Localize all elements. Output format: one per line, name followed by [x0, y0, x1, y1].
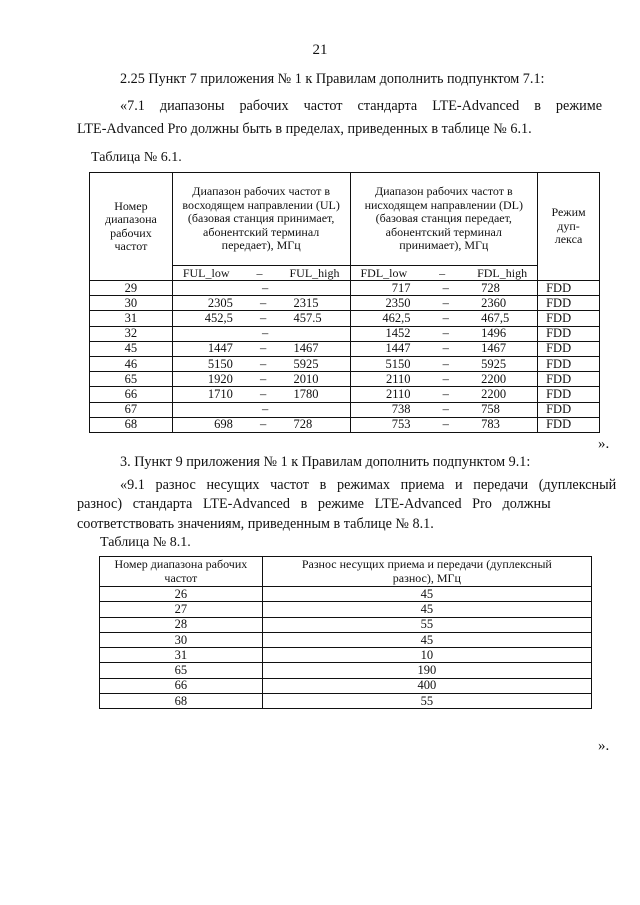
table-row	[100, 678, 592, 693]
mode-cell: FDD	[538, 402, 600, 417]
ul-high-value: 2010	[293, 371, 319, 386]
table-row	[90, 326, 600, 341]
para-3-line-1: 3. Пункт 9 приложения № 1 к Правилам дополнить подпунктом 9.1:	[120, 454, 531, 470]
dl-range-cell	[350, 356, 538, 371]
dl-range-dash: –	[442, 295, 449, 310]
table-8-1-caption: Таблица № 8.1.	[100, 535, 191, 550]
band-cell: 31	[100, 648, 263, 663]
band-cell: 32	[90, 326, 173, 341]
dl-range-cell	[350, 387, 538, 402]
dl-high-value: 5925	[481, 356, 507, 371]
band-cell: 30	[100, 632, 263, 647]
ul-range-cell	[172, 417, 350, 432]
ul-range-cell	[172, 341, 350, 356]
table-row	[100, 632, 592, 647]
dl-high-value: 1496	[481, 326, 507, 341]
header-mode: Режим дуп-лекса	[538, 173, 600, 281]
ul-range-dash: –	[260, 371, 267, 386]
dl-range-dash: –	[442, 280, 449, 295]
band-cell: 67	[90, 402, 173, 417]
ul-low-value: 452,5	[204, 310, 233, 325]
table-row	[90, 356, 600, 371]
ul-range-dash: –	[260, 386, 267, 401]
ul-range-cell	[172, 372, 350, 387]
ful-high-label: FUL_high	[289, 265, 340, 280]
table-8-1-close-quote: ».	[598, 738, 610, 754]
ul-range-dash: –	[260, 295, 267, 310]
ful-low-label: FUL_low	[182, 265, 230, 280]
dl-range-dash: –	[442, 386, 449, 401]
band-cell: 66	[90, 387, 173, 402]
dl-low-value: 2350	[385, 295, 411, 310]
dl-high-value: 783	[481, 417, 500, 432]
ul-range-cell	[172, 296, 350, 311]
spacing-cell: 55	[262, 694, 591, 709]
spacing-cell: 55	[262, 617, 591, 632]
dl-low-value: 738	[391, 402, 411, 417]
ul-range-cell	[172, 356, 350, 371]
mode-cell: FDD	[538, 281, 600, 296]
para-3-line-3: разнос) стандарта LTE-Advanced в режиме LTE-Advanced Pro должны	[77, 496, 551, 512]
para-2-25-line-2-text: «7.1 диапазоны рабочих частот стандарта LTE-Advanced в режиме	[120, 98, 602, 114]
ul-range-cell	[172, 326, 350, 341]
ul-low-value: 5150	[207, 356, 233, 371]
subheader-dl	[350, 266, 538, 281]
ul-range-dash: –	[260, 310, 267, 325]
spacing-cell: 45	[262, 602, 591, 617]
spacing-cell: 400	[262, 678, 591, 693]
para-2-25-line-2	[120, 97, 602, 116]
ul-dash: –	[256, 265, 263, 280]
table-row	[100, 587, 592, 602]
header-band-8-1: Номер диапазона рабочих частот	[100, 557, 263, 587]
ul-low-value: 1710	[207, 386, 233, 401]
header-spacing: Разнос несущих приема и передачи (дуплексный разнос), МГц	[262, 557, 591, 587]
mode-cell: FDD	[538, 326, 600, 341]
para-2-25-line-3: LTE-Advanced Pro должны быть в пределах, приведенных в таблице № 6.1.	[77, 121, 532, 137]
table-row	[100, 648, 592, 663]
ul-low-value: 2305	[207, 295, 233, 310]
dl-range-dash: –	[442, 371, 449, 386]
band-cell: 28	[100, 617, 263, 632]
table-row	[90, 311, 600, 326]
table-row	[90, 417, 600, 432]
ul-range-cell	[172, 387, 350, 402]
fdl-low-label: FDL_low	[360, 265, 408, 280]
dl-low-value: 2110	[385, 371, 411, 386]
header-ul: Диапазон рабочих частот в восходящем направлении (UL) (базовая станция принимает, абонентский терминал передает), МГц	[172, 173, 350, 266]
dl-range-cell	[350, 296, 538, 311]
mode-cell: FDD	[538, 387, 600, 402]
ul-low-value: 1447	[207, 341, 233, 356]
ul-high-value: 1780	[293, 386, 319, 401]
dl-range-dash: –	[442, 341, 449, 356]
ul-range-cell	[172, 402, 350, 417]
dl-high-value: 2360	[481, 295, 507, 310]
dl-low-value: 5150	[385, 356, 411, 371]
mode-cell: FDD	[538, 311, 600, 326]
dl-range-cell	[350, 402, 538, 417]
dl-dash: –	[439, 265, 446, 280]
ul-high-value: 457.5	[293, 310, 322, 325]
dl-range-cell	[350, 417, 538, 432]
dl-high-value: 467,5	[481, 310, 510, 325]
spacing-cell: 45	[262, 587, 591, 602]
table-row	[100, 602, 592, 617]
table-6-1-caption: Таблица № 6.1.	[91, 150, 182, 165]
spacing-cell: 190	[262, 663, 591, 678]
band-cell: 45	[90, 341, 173, 356]
dl-range-dash: –	[442, 326, 449, 341]
dl-high-value: 728	[481, 280, 500, 295]
dl-high-value: 2200	[481, 371, 507, 386]
band-cell: 46	[90, 356, 173, 371]
mode-cell: FDD	[538, 372, 600, 387]
mode-cell: FDD	[538, 417, 600, 432]
para-3-line-4: соответствовать значениям, приведенным в таблице № 8.1.	[77, 516, 434, 532]
dl-low-value: 753	[391, 417, 411, 432]
band-cell: 29	[90, 281, 173, 296]
table-row	[90, 387, 600, 402]
band-cell: 68	[90, 417, 173, 432]
dl-low-value: 1452	[385, 326, 411, 341]
band-cell: 68	[100, 694, 263, 709]
ul-range-cell	[172, 281, 350, 296]
dl-low-value: 462,5	[382, 310, 411, 325]
dl-range-cell	[350, 341, 538, 356]
page-number: 21	[312, 42, 328, 58]
table-row	[100, 694, 592, 709]
mode-cell: FDD	[538, 356, 600, 371]
table-row	[90, 281, 600, 296]
table-8-1-body	[100, 587, 592, 709]
para-3-line-2: «9.1 разнос несущих частот в режимах приема и передачи (дуплексный	[120, 477, 617, 493]
ul-range-dash: –	[262, 326, 269, 341]
band-cell: 27	[100, 602, 263, 617]
spacing-cell: 10	[262, 648, 591, 663]
band-cell: 30	[90, 296, 173, 311]
ul-range-dash: –	[262, 280, 269, 295]
dl-range-dash: –	[442, 402, 449, 417]
dl-high-value: 1467	[481, 341, 507, 356]
ul-range-dash: –	[260, 417, 267, 432]
band-cell: 26	[100, 587, 263, 602]
header-band: Номер диапазона рабочих частот	[90, 173, 173, 281]
mode-cell: FDD	[538, 296, 600, 311]
ul-high-value: 1467	[293, 341, 319, 356]
ul-range-dash: –	[260, 356, 267, 371]
table-row	[100, 663, 592, 678]
table-8-1	[99, 556, 592, 709]
ul-range-dash: –	[262, 402, 269, 417]
dl-high-value: 2200	[481, 386, 507, 401]
dl-low-value: 2110	[385, 386, 411, 401]
ul-range-dash: –	[260, 341, 267, 356]
band-cell: 66	[100, 678, 263, 693]
table-row	[90, 296, 600, 311]
dl-high-value: 758	[481, 402, 500, 417]
ul-low-value: 698	[214, 417, 233, 432]
ul-range-cell	[172, 311, 350, 326]
table-row	[90, 341, 600, 356]
table-row	[90, 402, 600, 417]
band-cell: 65	[100, 663, 263, 678]
fdl-high-label: FDL_high	[477, 265, 528, 280]
dl-range-cell	[350, 372, 538, 387]
table-6-1-close-quote: ».	[598, 436, 610, 452]
dl-range-cell	[350, 311, 538, 326]
ul-high-value: 5925	[293, 356, 319, 371]
header-dl: Диапазон рабочих частот в нисходящем направлении (DL) (базовая станция передает, абонентский терминал принимает), МГц	[350, 173, 538, 266]
spacing-cell: 45	[262, 632, 591, 647]
subheader-ul	[172, 266, 350, 281]
dl-range-dash: –	[442, 417, 449, 432]
dl-range-dash: –	[442, 356, 449, 371]
dl-low-value: 1447	[385, 341, 411, 356]
mode-cell: FDD	[538, 341, 600, 356]
table-6-1	[89, 172, 600, 433]
dl-low-value: 717	[391, 280, 411, 295]
dl-range-dash: –	[442, 310, 449, 325]
band-cell: 31	[90, 311, 173, 326]
table-row	[90, 372, 600, 387]
ul-high-value: 728	[293, 417, 313, 432]
ul-low-value: 1920	[207, 371, 233, 386]
table-6-1-body	[90, 281, 600, 433]
dl-range-cell	[350, 326, 538, 341]
band-cell: 65	[90, 372, 173, 387]
dl-range-cell	[350, 281, 538, 296]
ul-high-value: 2315	[293, 295, 319, 310]
para-2-25-line-1: 2.25 Пункт 7 приложения № 1 к Правилам дополнить подпунктом 7.1:	[120, 71, 545, 87]
table-row	[100, 617, 592, 632]
